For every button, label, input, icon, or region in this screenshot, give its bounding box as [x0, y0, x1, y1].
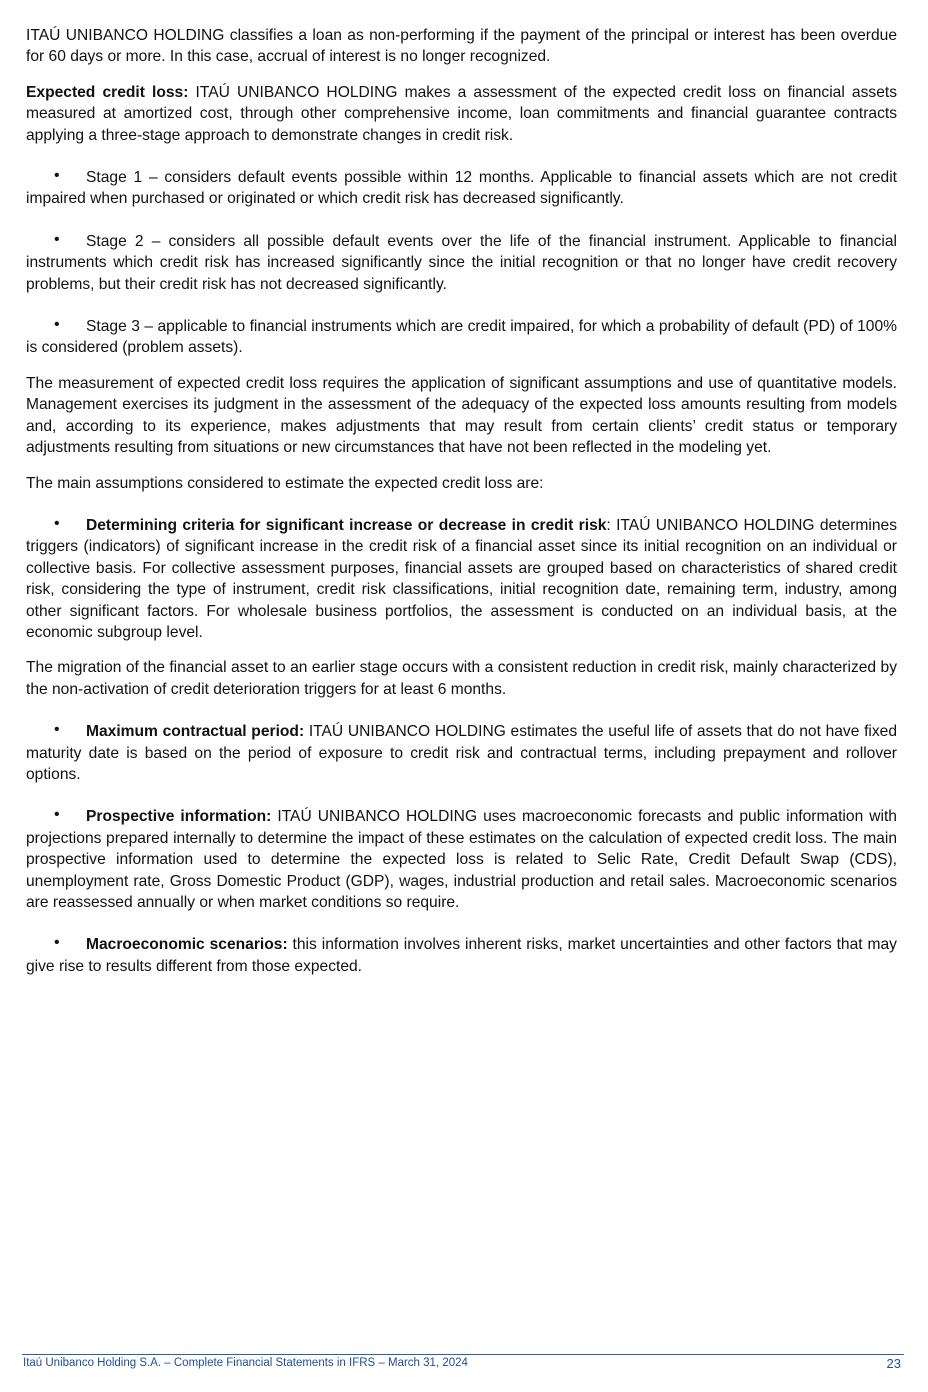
assumption-max-contractual-period: [26, 721, 897, 785]
assumption-label: Prospective information:: [86, 808, 272, 826]
footer-title: Itaú Unibanco Holding S.A. – Complete Financial Statements in IFRS – March 31, 2024: [23, 1357, 468, 1369]
bullet-icon: •: [54, 934, 60, 952]
assumption-macroeconomic-scenarios: [26, 934, 897, 977]
footer-divider: [22, 1354, 904, 1355]
stage-2-text: Stage 2 – considers all possible default events over the life of the financial instrument. Applicable to financial instruments which credit risk has increased significantly since the initial recognition or that no longer have credit recovery problems, but their credit risk has not decreased significantly.: [26, 232, 897, 293]
assumption-prospective-information: [26, 806, 897, 913]
stage-1-item: [26, 167, 897, 210]
assumption-text: ITAÚ UNIBANCO HOLDING estimates the useful life of assets that do not have fixed maturity date is based on the period of exposure to credit risk and contractual terms, including prepayment and rollover options.: [26, 723, 898, 783]
stage-3-item: [26, 316, 897, 359]
assumption-label: Determining criteria for significant increase or decrease in credit risk: [86, 516, 607, 534]
bullet-icon: •: [54, 167, 60, 185]
bullet-icon: •: [54, 721, 60, 739]
paragraph-measurement: The measurement of expected credit loss requires the application of significant assumptions and use of quantitative models. Management exercises its judgment in the assessment of the adequacy of the expected loss amounts resulting from models and, according to its experience, makes adjustments that may result from certain clients’ credit status or temporary adjustments resulting from situations or new circumstances that have not been reflected in the modeling yet.: [26, 374, 897, 457]
paragraph-non-performing: ITAÚ UNIBANCO HOLDING classifies a loan as non-performing if the payment of the principal or interest has been overdue for 60 days or more. In this case, accrual of interest is no longer recognized.: [26, 27, 897, 66]
paragraph-expected-credit-loss: [26, 82, 897, 146]
stage-1-text: Stage 1 – considers default events possible within 12 months. Applicable to financial assets which are not credit impaired when purchased or originated or which credit risk has decreased significantly.: [26, 169, 897, 208]
bullet-icon: •: [54, 316, 60, 334]
bullet-icon: •: [54, 806, 60, 824]
document-body: [26, 25, 897, 998]
page-number: 23: [886, 1356, 901, 1371]
bullet-icon: •: [54, 230, 60, 248]
expected-credit-loss-label: Expected credit loss:: [26, 83, 189, 101]
assumption-text: : ITAÚ UNIBANCO HOLDING determines triggers (indicators) of significant increase in the credit risk of a financial asset since its initial recognition on an individual or collective basis. For collective assessment purposes, financial assets are grouped based on characteristics of shared credit risk, considering the type of instrument, credit risk classifications, initial recognition date, remaining term, industry, among other significant factors. For wholesale business portfolios, the assessment is conducted on an individual basis, at the economic subgroup level.: [26, 516, 897, 641]
stage-2-item: [26, 231, 897, 295]
assumption-label: Maximum contractual period:: [86, 723, 305, 741]
bullet-icon: •: [54, 514, 60, 532]
assumption-label: Macroeconomic scenarios:: [86, 936, 288, 954]
assumption-significant-increase: [26, 515, 897, 643]
stage-3-text: Stage 3 – applicable to financial instruments which are credit impaired, for which a probability of default (PD) of 100% is considered (problem assets).: [26, 318, 897, 357]
assumption-text: this information involves inherent risks, market uncertainties and other factors that may give rise to results different from those expected.: [26, 936, 897, 975]
assumption-text: ITAÚ UNIBANCO HOLDING uses macroeconomic forecasts and public information with projections prepared internally to determine the impact of these estimates on the calculation of expected credit loss. The main prospective information used to determine the expected loss is related to Selic Rate, Credit Default Swap (CDS), unemployment rate, Gross Domestic Product (GDP), wages, industrial production and retail sales. Macroeconomic scenarios are reassessed annually or when market conditions so require.: [26, 808, 897, 911]
paragraph-main-assumptions: The main assumptions considered to estimate the expected credit loss are:: [26, 474, 544, 492]
paragraph-migration: The migration of the financial asset to an earlier stage occurs with a consistent reduction in credit risk, mainly characterized by the non-activation of credit deterioration triggers for at least 6 months.: [26, 659, 897, 698]
expected-credit-loss-text: ITAÚ UNIBANCO HOLDING makes a assessment of the expected credit loss on financial assets measured at amortized cost, through other comprehensive income, loan commitments and financial guarantee contracts applying a three-stage approach to demonstrate changes in credit risk.: [26, 83, 897, 144]
